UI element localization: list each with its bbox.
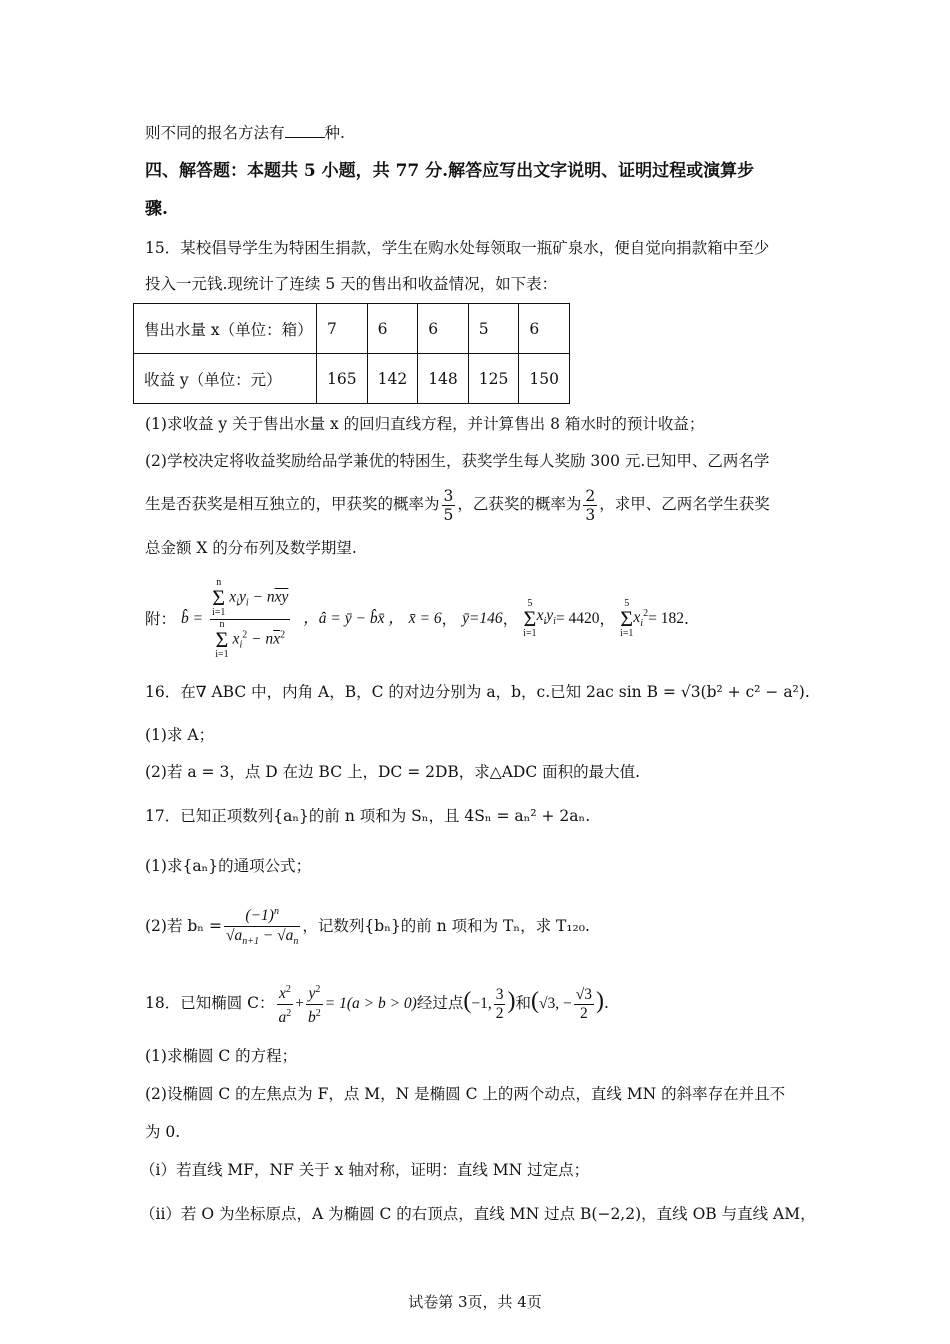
appendix-label: 附： (145, 610, 177, 629)
denominator: $a^2$ (278, 1007, 292, 1026)
y-mean: ȳ=146 (462, 610, 503, 628)
q16-line1: 16．在∇ ABC 中，内角 A，B，C 的对边分别为 a，b，c.已知 2ac sin B = √3(b² + c² − a²). (145, 683, 810, 701)
sum-x2-value: = 182 (648, 610, 684, 628)
fraction-root3-2 (574, 986, 594, 1023)
q15-line2: 投入一元钱.现统计了连续 5 天的售出和收益情况，如下表： (145, 275, 558, 293)
table-cell: 148 (418, 354, 469, 404)
denominator: 2 (495, 1004, 504, 1022)
q16-part1: (1)求 A； (145, 726, 215, 744)
denominator: 5 (443, 505, 454, 524)
table-cell: 125 (468, 354, 519, 404)
x-mean: x̄ = 6 (408, 610, 442, 628)
q14-end: 种. (324, 124, 345, 142)
denominator: 2 (580, 1004, 588, 1022)
bn-fraction (224, 903, 300, 950)
q17-part1: (1)求{aₙ}的通项公式； (145, 857, 312, 875)
table-cell: 7 (317, 304, 368, 354)
sum-symbol: 5 Σ i=1 (619, 598, 634, 640)
denominator: $√a_{n+1} - √a_n$ (225, 926, 299, 947)
table-header-x: 售出水量 x（单位：箱） (134, 304, 317, 354)
table-row (134, 354, 570, 404)
q15-part2-line1: (2)学校决定将收益奖励给品学兼优的特困生，获奖学生每人奖励 300 元.已知甲、乙两名学 (145, 452, 770, 470)
sum-symbol: 5 Σ i=1 (523, 598, 537, 640)
q15-part2-line3: 总金额 X 的分布列及数学期望. (145, 539, 357, 557)
q18-sub-i: （i）若直线 MF，NF 关于 x 轴对称，证明：直线 MN 过定点； (140, 1161, 590, 1179)
table-row (134, 304, 570, 354)
numerator: 3 (443, 486, 454, 505)
q14-tail (145, 122, 345, 144)
table-cell: 165 (317, 354, 368, 404)
numerator: $(-1)^n$ (224, 903, 300, 926)
q18-part2-line1: (2)设椭圆 C 的左焦点为 F，点 M，N 是椭圆 C 上的两个动点，直线 MN 的斜率存在并且不 (145, 1085, 786, 1103)
q18-part2-line2: 为 0. (145, 1123, 181, 1141)
numerator: 2 (585, 486, 596, 505)
q15-part2-line2 (145, 484, 770, 524)
sum-xy-value: = 4420 (555, 610, 600, 628)
q18-sub-ii: （ii）若 O 为坐标原点，A 为椭圆 C 的右顶点，直线 MN 过点 B(−2,2)，直线 OB 与直线 AM， (140, 1205, 816, 1223)
answer-blank[interactable] (285, 123, 325, 138)
sum-symbol: n Σ i=1 (215, 618, 229, 660)
section-heading-line2: 骤. (145, 199, 168, 219)
table-cell: 142 (367, 354, 418, 404)
fraction-3-2 (494, 986, 506, 1023)
q16-part2: (2)若 a = 3，点 D 在边 BC 上，DC = 2DB，求△ADC 面积的最大值. (145, 763, 641, 781)
q18-part1: (1)求椭圆 C 的方程； (145, 1047, 298, 1065)
numerator: n Σ i=1 $x_iy_i - n\overline{xy}$ (211, 577, 289, 618)
table-cell: 6 (418, 304, 469, 354)
regression-slope-fraction (210, 578, 290, 660)
q17-text: (2)若 bₙ = (145, 917, 222, 935)
numerator: $x^2$ (277, 981, 294, 1004)
appendix-formulas: 附： b̂ = n Σ i=1 $x_iy_i - n\overline{xy}$ n Σ i=1 $x_i^2 - n\overline{x}^2$ ，â = ȳ − b̂x̄ ， x̄ = 6， ȳ=146， 5 Σ $i=1x_iy_i= 4420$， 5 Σ $i=1x_i^2= 182$. (145, 577, 689, 660)
q17-line1: 17．已知正项数列{aₙ}的前 n 项和为 Sₙ，且 4Sₙ = aₙ² + 2aₙ. (145, 807, 591, 825)
x2-over-a2 (277, 981, 294, 1026)
numerator: $y^2$ (306, 981, 323, 1004)
numerator: 3 (495, 985, 504, 1003)
table-cell: 150 (519, 354, 570, 404)
table-header-y: 收益 y（单位：元） (134, 354, 317, 404)
fraction-2-3 (583, 487, 597, 524)
section-heading-line1: 四、解答题：本题共 5 小题，共 77 分.解答应写出文字说明、证明过程或演算步 (145, 161, 755, 181)
q15-text: 生是否获奖是相互独立的，甲获奖的概率为 (145, 495, 440, 513)
q18-text: 经过点 (416, 994, 464, 1012)
numerator: √3 (575, 985, 593, 1003)
b-hat: b̂ = (180, 610, 204, 628)
q15-text: ，乙获奖的概率为 (457, 495, 582, 513)
q18-text: 和 (515, 994, 531, 1012)
denominator: $b^2$ (308, 1007, 321, 1026)
q14-text: 则不同的报名方法有 (145, 124, 285, 142)
sum-symbol: n Σ i=1 (211, 577, 226, 618)
q18-text: 18．已知椭圆 C： (145, 994, 275, 1012)
page-footer: 试卷第 3页，共 4页 (408, 1293, 542, 1311)
y2-over-b2 (306, 981, 323, 1026)
q15-part1: (1)求收益 y 关于售出水量 x 的回归直线方程，并计算售出 8 箱水时的预计收益； (145, 415, 705, 433)
q15-line1: 15．某校倡导学生为特困生捐款，学生在购水处每领取一瓶矿泉水，便自觉向捐款箱中至少 (145, 239, 770, 257)
sales-table (133, 303, 570, 404)
a-hat-formula: ，â = ȳ − b̂x̄ ， (303, 610, 404, 628)
table-cell: 5 (468, 304, 519, 354)
q17-text: ，记数列{bₙ}的前 n 项和为 Tₙ，求 T₁₂₀. (302, 917, 590, 935)
q18-line1: 18．已知椭圆 C： $\frac{x^2}{a^2}$ + $\frac{y^2}{b^2}$ = 1(a > b > 0)经过点(−1, $\frac{3}{2}$ )和(√3, − $\frac{√3}{2}$ ). (145, 980, 609, 1027)
denominator: n Σ i=1 $x_i^2 - n\overline{x}^2$ (215, 618, 286, 660)
table-cell: 6 (367, 304, 418, 354)
table-cell: 6 (519, 304, 570, 354)
denominator: 3 (585, 505, 596, 524)
q17-part2 (145, 903, 590, 951)
q15-text: ，求甲、乙两名学生获奖 (599, 495, 770, 513)
fraction-3-5 (442, 487, 456, 524)
